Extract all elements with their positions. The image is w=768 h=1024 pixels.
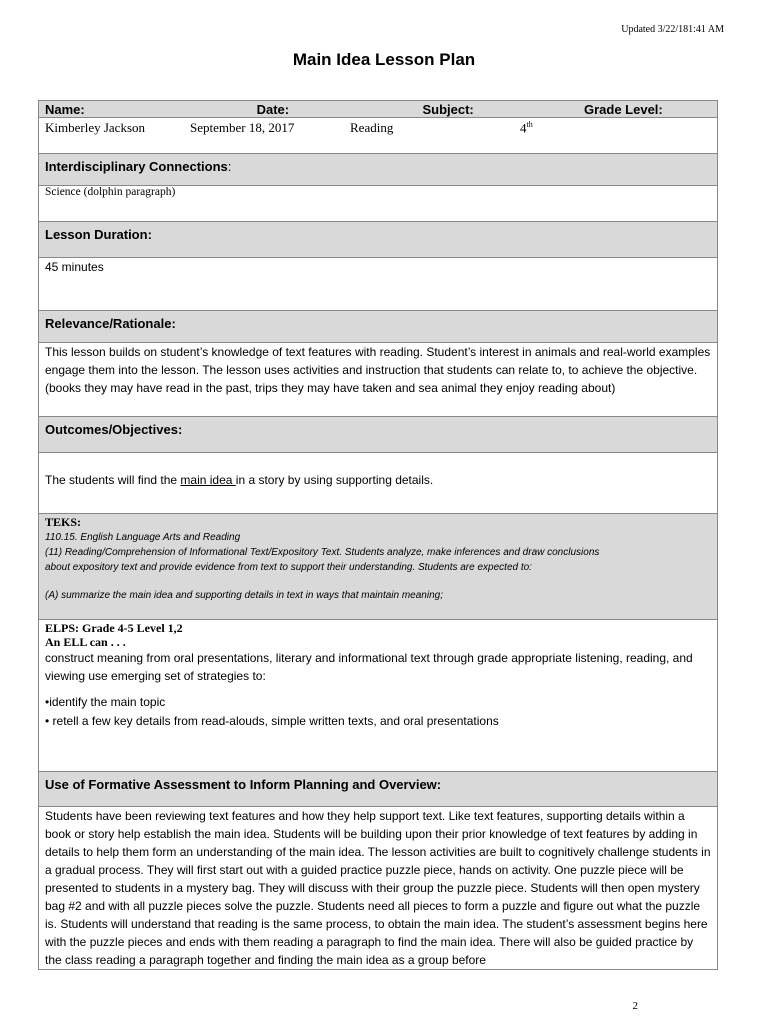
outcomes-text: The students will find the main idea in a story by using supporting details. (39, 453, 718, 514)
name-label: Name: (45, 102, 85, 117)
date-value: September 18, 2017 (190, 120, 295, 135)
elps-title: ELPS: Grade 4-5 Level 1,2 (45, 621, 183, 635)
duration-label: Lesson Duration: (39, 222, 718, 258)
info-header-row (39, 101, 718, 118)
lesson-plan-table (38, 100, 718, 970)
elps-section (39, 620, 718, 772)
page-title: Main Idea Lesson Plan (292, 50, 476, 69)
elps-subtitle: An ELL can . . . (45, 635, 126, 649)
grade-value: 4th (520, 120, 533, 136)
interdisciplinary-header: Interdisciplinary Connections: (39, 154, 718, 186)
grade-level-label: Grade Level: (583, 102, 663, 117)
teks-line-1: 110.15. English Language Arts and Reading (45, 532, 241, 543)
page-number: 2 (632, 1000, 638, 1012)
date-label: Date: (256, 102, 290, 117)
interdisciplinary-value: Science (dolphin paragraph) (39, 186, 718, 222)
teks-section (39, 514, 718, 620)
outcomes-label: Outcomes/Objectives: (39, 417, 718, 453)
subject-value: Reading (350, 120, 394, 135)
elps-bullet-1: •identify the main topic (45, 695, 166, 709)
interdisciplinary-label: Interdisciplinary Connections (45, 159, 228, 174)
formative-label: Use of Formative Assessment to Inform Planning and Overview: (39, 772, 718, 807)
teks-line-4: (A) summarize the main idea and supporting details in text in ways that maintain meaning; (45, 590, 443, 601)
teks-line-3: about expository text and provide evidence from text to support their understanding. Students are expected to: (45, 562, 532, 573)
elps-text: construct meaning from oral presentations, literary and informational text through grade appropriate listening, reading, and viewing use emerging set of strategies to: (45, 651, 693, 683)
subject-label: Subject: (422, 102, 474, 117)
formative-text: Students have been reviewing text features and how they help support text. Like text features, supporting details within a book or story help establish the main idea. Students will be building upon their prior knowledge of text features by adding in details to help them form an understanding of the main idea. The lesson activities are built to cognitively challenge students in a gradual process. They will first start out with a guided practice puzzle piece, hands on activity. One puzzle piece will be presented to students in a mystery bag. They will discuss with their group the puzzle piece. Students will then open mystery bag #2 and with all puzzle pieces solve the puzzle. Students need all pieces to form a puzzle and figure out what the puzzle is. Students will understand that reading is the same process, to obtain the main idea. The student’s assessment begins here with the puzzle pieces and ends with them reading a paragraph to find the main idea. There will also be guided practice by the class reading a paragraph together and finding the main idea as a group before (39, 807, 718, 970)
relevance-label: Relevance/Rationale: (39, 311, 718, 343)
updated-timestamp: Updated 3/22/181:41 AM (621, 24, 724, 35)
relevance-text: This lesson builds on student’s knowledge of text features with reading. Student’s interest in animals and real-world examples engage them into the lesson. The lesson uses activities and instruction that students can relate to, to achieve the objective. (books they may have read in the past, trips they may have taken and sea animal they enjoy reading about) (39, 343, 718, 417)
teks-title: TEKS: (45, 515, 82, 529)
teks-line-2: (11) Reading/Comprehension of Informational Text/Expository Text. Students analyze, make inferences and draw conclusions (45, 547, 600, 558)
name-value: Kimberley Jackson (45, 120, 146, 135)
info-values-row (39, 118, 718, 154)
duration-value: 45 minutes (39, 258, 718, 311)
elps-bullet-2: • retell a few key details from read-alouds, simple written texts, and oral presentations (45, 714, 499, 728)
